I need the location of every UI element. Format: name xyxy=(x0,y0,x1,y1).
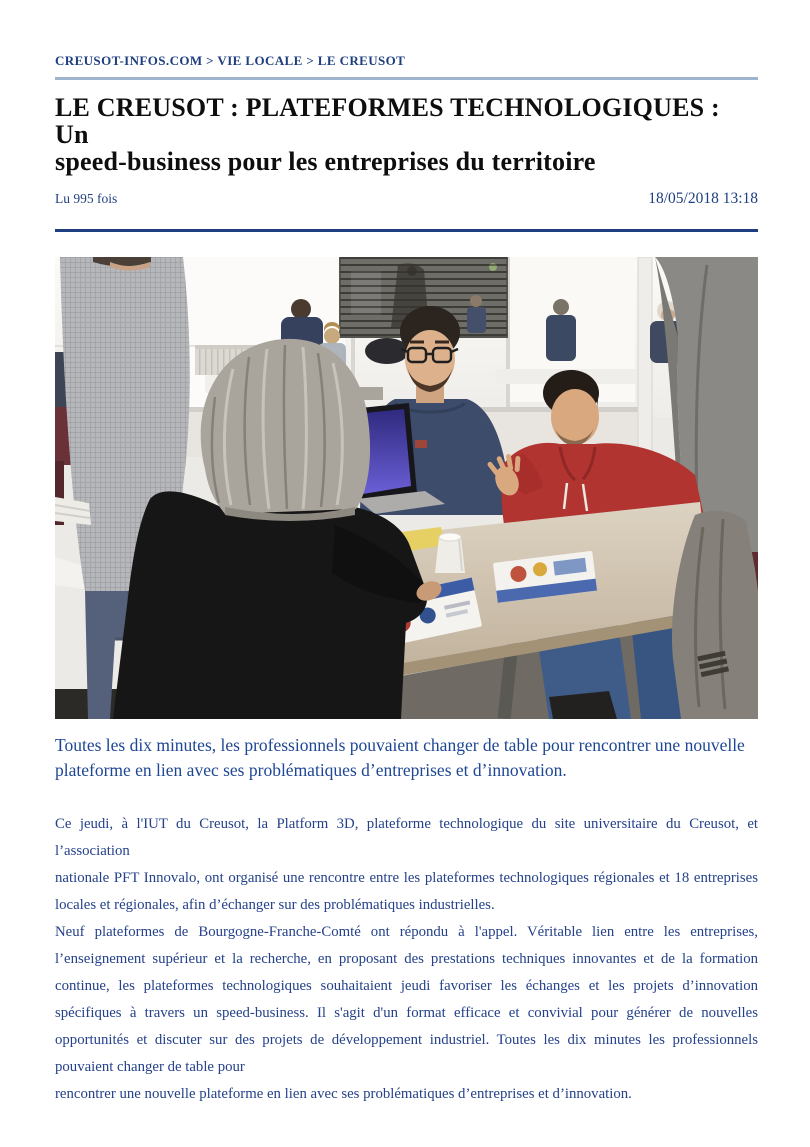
article-body xyxy=(55,811,758,1108)
article-photo xyxy=(55,257,758,719)
title-line-2: speed-business pour les entreprises du territoire xyxy=(55,147,596,176)
article-meta xyxy=(55,190,758,208)
article-lead: Toutes les dix minutes, les professionnels pouvaient changer de table pour rencontrer une nouvelle plateforme en lien avec ses problématiques d’entreprises et d’innovation. xyxy=(55,735,745,780)
paper-cup xyxy=(435,533,465,573)
title-line-1: LE CREUSOT : PLATEFORMES TECHNOLOGIQUES : Un xyxy=(55,93,720,149)
page-title xyxy=(55,94,758,175)
paragraph-1: Ce jeudi, à l'IUT du Creusot, la Platform 3D, plateforme technologique du site universitaire du Creusot, et l’association xyxy=(55,816,758,859)
divider-light xyxy=(55,77,758,80)
paragraph-2: nationale PFT Innovalo, ont organisé une rencontre entre les plateformes technologiques régionales et 18 entreprises locales et régionales, afin d’échanger sur des problématiques industrielles. xyxy=(55,870,758,913)
photo-illustration xyxy=(55,257,758,719)
publish-datetime: 18/05/2018 13:18 xyxy=(648,190,758,207)
read-count: Lu 995 fois xyxy=(55,191,118,206)
paragraph-4: rencontrer une nouvelle plateforme en lien avec ses problématiques d’entreprises et d’innovation. xyxy=(55,1086,632,1102)
divider-dark xyxy=(55,229,758,232)
paragraph-3: Neuf plateformes de Bourgogne-Franche-Comté ont répondu à l'appel. Véritable lien entre les entreprises, l’enseignement supérieur et la recherche, en proposant des prestations techniques innovantes et de la formation continue, les plateformes technologiques souhaitaient jeudi favoriser les échanges et les projets d’innovation spécifiques à travers un speed-business. Il s'agit d'un format efficace et convivial pour générer de nouvelles opportunités et discuter sur des projets de développement industriel. Toutes les dix minutes les professionnels pouvaient changer de table pour xyxy=(55,924,758,1075)
breadcrumb[interactable]: CREUSOT-INFOS.COM > VIE LOCALE > LE CREUSOT xyxy=(55,53,406,68)
